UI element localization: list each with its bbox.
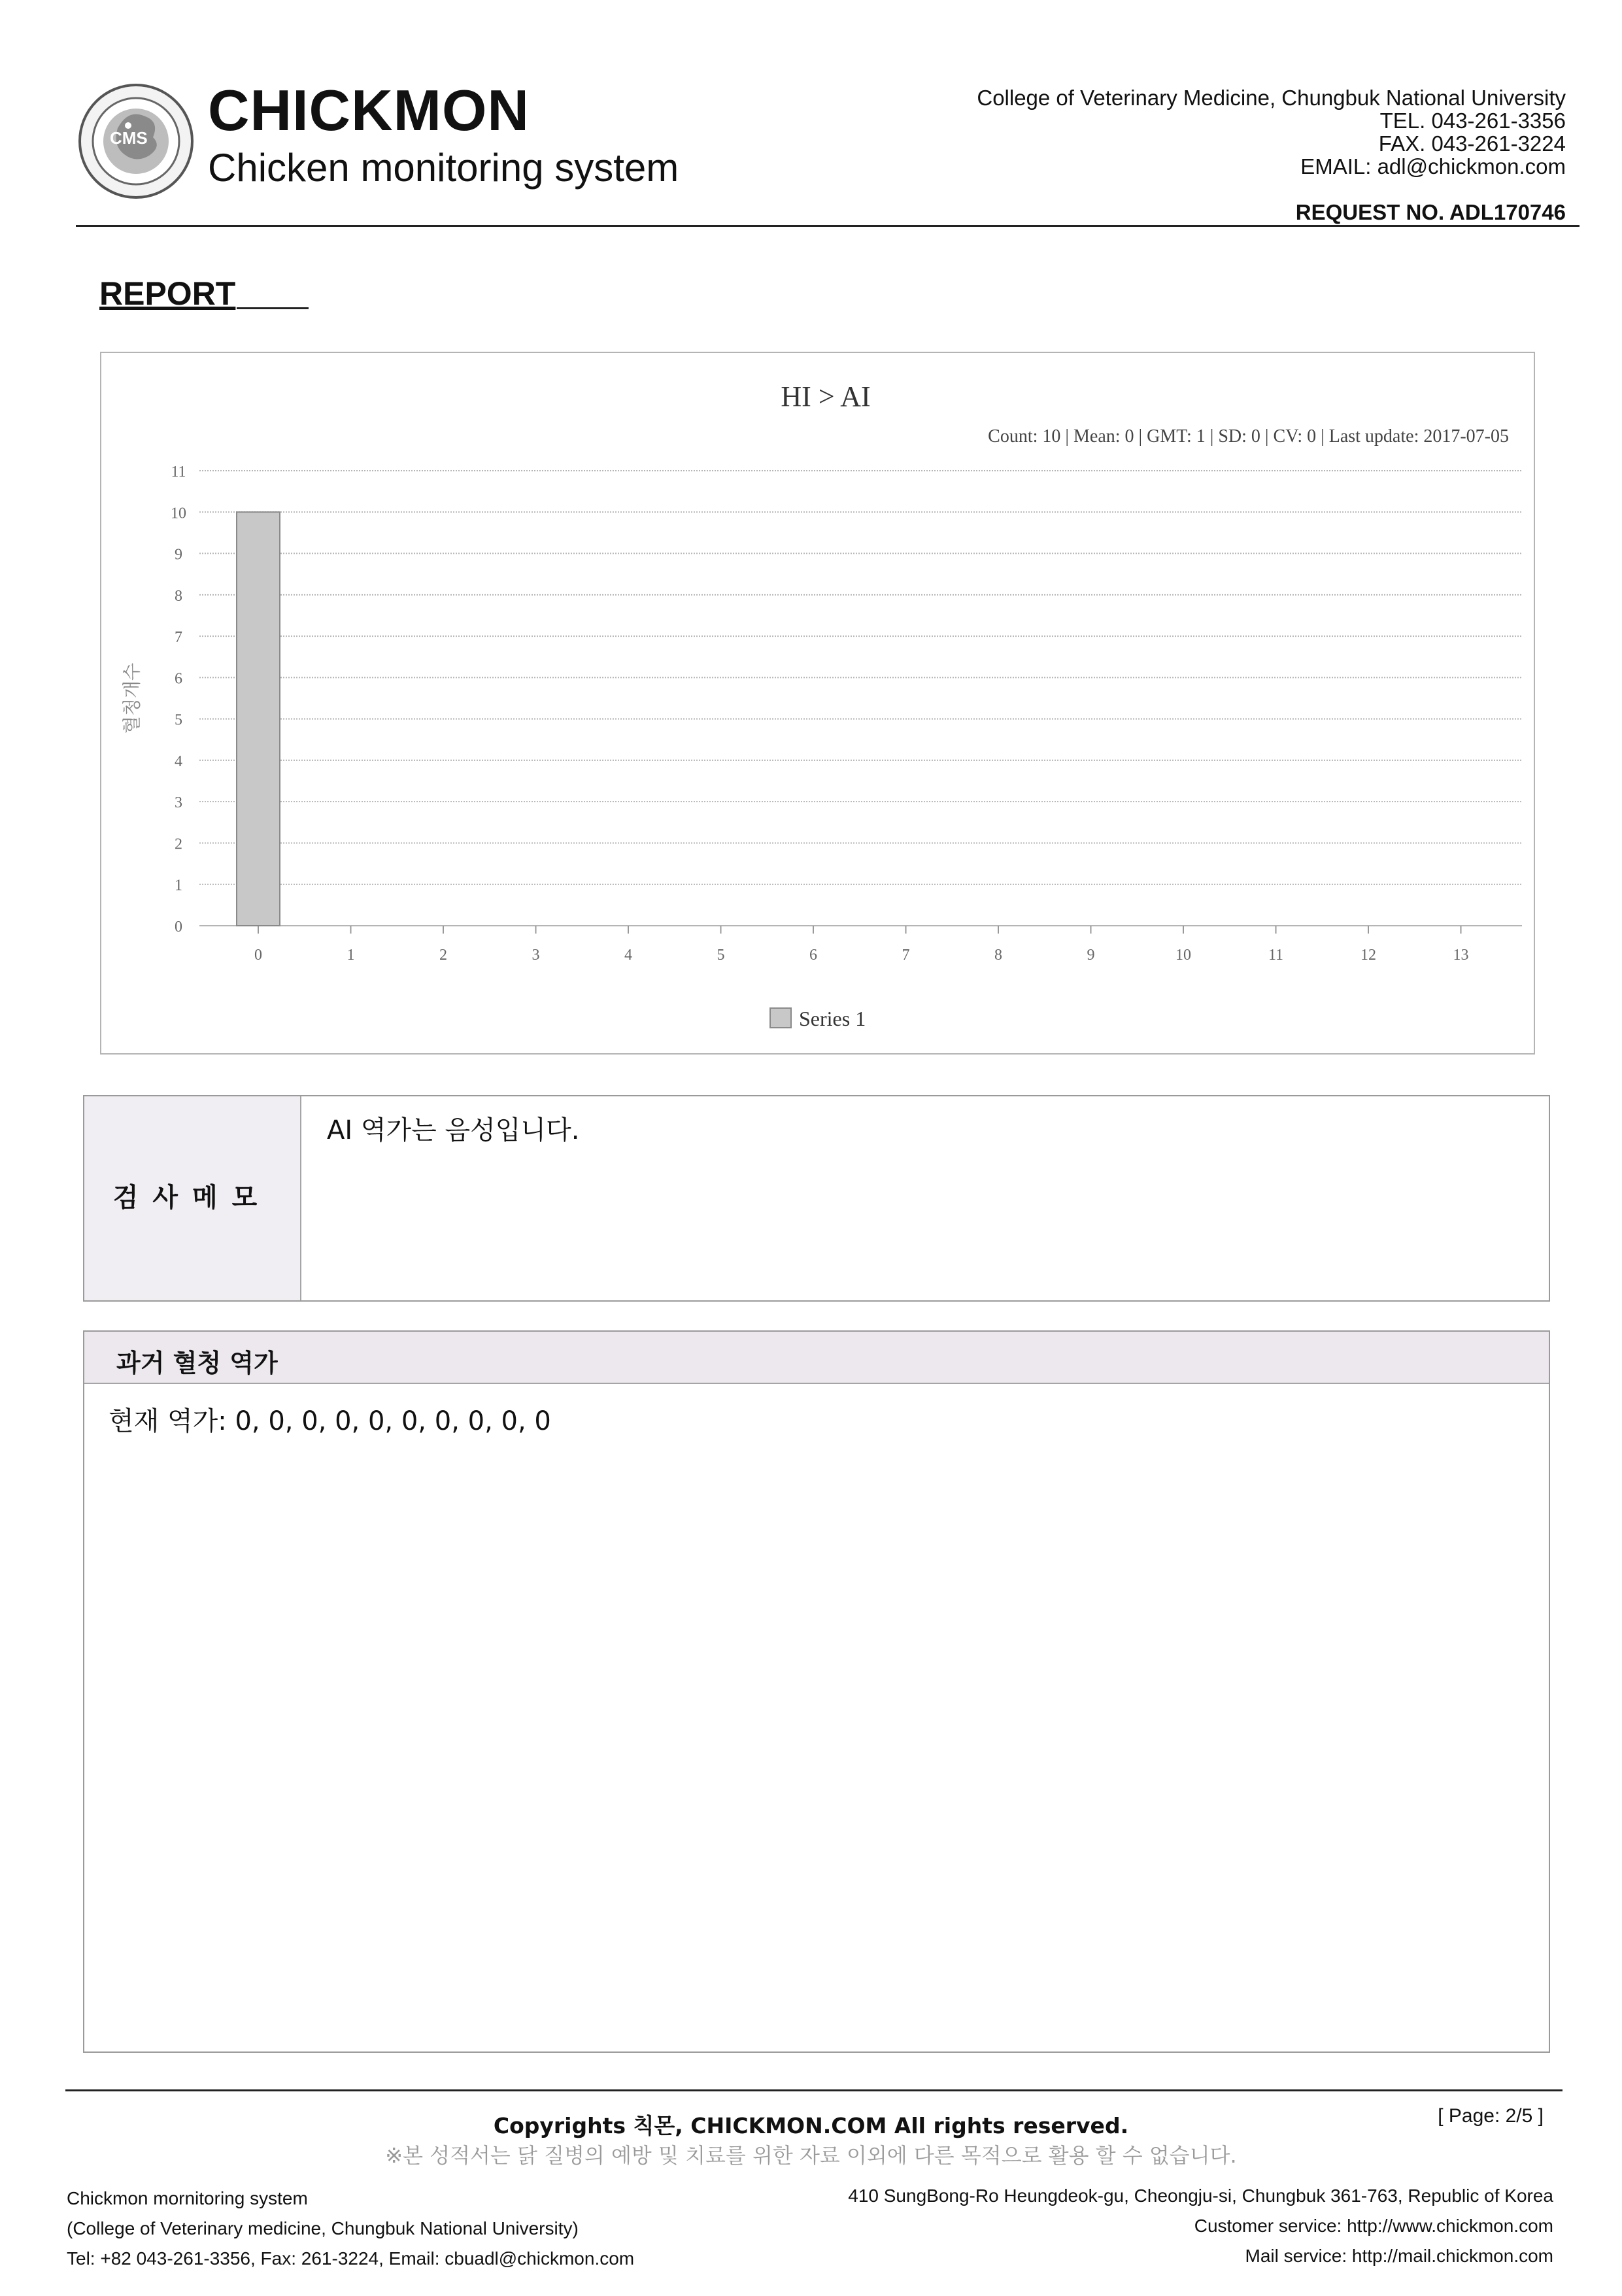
report-title-underline (237, 307, 309, 309)
mail-service-link[interactable]: Mail service: http://mail.chickmon.com (1245, 2246, 1553, 2266)
report-title: REPORT (99, 275, 236, 312)
x-tick-label: 3 (532, 947, 540, 964)
history-header (84, 1332, 1549, 1384)
y-tick-label: 9 (175, 546, 182, 564)
history-title: 과거 혈청 역가 (116, 1349, 278, 1377)
x-tick-label: 6 (809, 947, 817, 964)
history-box (83, 1330, 1550, 2053)
brand-subtitle: Chicken monitoring system (208, 146, 679, 190)
legend-swatch (770, 1008, 791, 1028)
y-tick-label: 8 (175, 587, 182, 605)
x-tick-label: 12 (1360, 947, 1376, 964)
memo-box (83, 1095, 1550, 1302)
page-number: [ Page: 2/5 ] (1438, 2105, 1544, 2127)
x-tick-label: 10 (1175, 947, 1191, 964)
x-tick-label: 2 (439, 947, 447, 964)
request-number: REQUEST NO. ADL170746 (1295, 200, 1566, 224)
footer-contact: Tel: +82 043-261-3356, Fax: 261-3224, Email: cbuadl@chickmon.com (67, 2248, 635, 2269)
copyright: Copyrights 칙몬, CHICKMON.COM All rights reserved. (493, 2113, 1129, 2138)
y-tick-label: 6 (175, 670, 182, 688)
y-tick-label: 11 (171, 464, 186, 481)
footer-org: Chickmon mornitoring system (67, 2188, 308, 2208)
x-tick-label: 11 (1268, 947, 1284, 964)
x-tick-label: 5 (717, 947, 725, 964)
legend-label: Series 1 (799, 1007, 866, 1030)
x-tick-label: 8 (994, 947, 1002, 964)
footer-address: 410 SungBong-Ro Heungdeok-gu, Cheongju-si, Chungbuk 361-763, Republic of Korea (848, 2186, 1553, 2206)
memo-label: 검사메모 (112, 1183, 272, 1213)
x-tick-label: 0 (254, 947, 262, 964)
customer-service-link[interactable]: Customer service: http://www.chickmon.com (1194, 2216, 1553, 2236)
y-tick-label: 1 (175, 877, 182, 894)
chart-stats: Count: 10 | Mean: 0 | GMT: 1 | SD: 0 | CV: 0 | Last update: 2017-07-05 (988, 426, 1509, 447)
bar-0 (237, 512, 280, 926)
current-titer: 현재 역가: 0, 0, 0, 0, 0, 0, 0, 0, 0, 0 (109, 1406, 551, 1436)
y-tick-label: 4 (175, 752, 182, 770)
footer-right (848, 2181, 1553, 2271)
x-tick-label: 7 (902, 947, 910, 964)
x-tick-label: 4 (624, 947, 632, 964)
x-tick-label: 1 (346, 947, 355, 964)
footer-divider (65, 2089, 1563, 2091)
x-tick-label: 13 (1453, 947, 1469, 964)
brand-title: CHICKMON (208, 78, 530, 143)
institution: College of Veterinary Medicine, Chungbuk National University (977, 86, 1566, 110)
contact-block (977, 86, 1566, 178)
usage-notice: ※본 성적서는 닭 질병의 예방 및 치료를 위한 자료 이외에 다른 목적으로 활용 할 수 없습니다. (385, 2143, 1237, 2168)
tel: TEL. 043-261-3356 (1379, 109, 1566, 133)
footer-left (67, 2184, 634, 2274)
footer-college: (College of Veterinary medicine, Chungbuk National University) (67, 2218, 579, 2238)
y-axis-label: 혈청개수 (122, 662, 143, 734)
memo-text: AI 역가는 음성입니다. (327, 1115, 580, 1145)
x-tick-label: 9 (1087, 947, 1095, 964)
y-tick-label: 7 (175, 629, 182, 647)
y-tick-label: 10 (171, 505, 186, 522)
y-tick-label: 2 (175, 836, 182, 853)
logo-text: CMS (110, 128, 148, 148)
email: EMAIL: adl@chickmon.com (1300, 154, 1566, 178)
y-tick-label: 5 (175, 711, 182, 729)
header-divider (76, 225, 1580, 227)
y-tick-label: 0 (175, 919, 182, 936)
fax: FAX. 043-261-3224 (1378, 131, 1566, 156)
y-tick-label: 3 (175, 794, 182, 812)
chart-title: HI > AI (781, 380, 871, 413)
hi-ai-chart (100, 352, 1535, 1055)
